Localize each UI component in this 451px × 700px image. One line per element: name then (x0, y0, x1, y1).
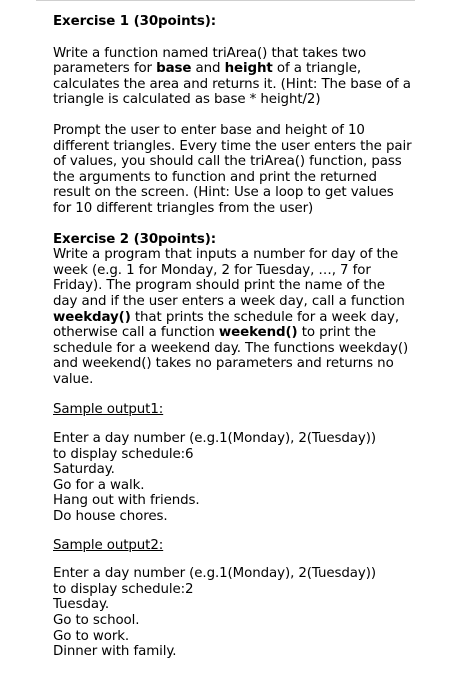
document-body (53, 14, 413, 660)
sample-output1-line: to display schedule:6 (53, 446, 194, 462)
sample-output1-block (53, 431, 413, 525)
sample-output2-line: Go to work. (53, 628, 130, 644)
sample-output2-line: Go to school. (53, 613, 140, 628)
sample-output1-line: Hang out with friends. (53, 493, 200, 509)
exercise2-heading: Exercise 2 (30points): (53, 231, 216, 247)
sample-output1-line: Do house chores. (53, 509, 168, 525)
spacer (53, 30, 413, 46)
spacer (53, 217, 413, 232)
sample-output1-label: Sample output1: (53, 402, 164, 418)
exercise2-text-1: Write a program that inputs a number for day of the week (e.g. 1 for Monday, 2 for Tuesday, …, 7 for Friday). The program should print the name of the day and if the user enters a week day, call a function (53, 247, 405, 309)
exercise1-text-3: of a triangle, calculates the area and returns it. (Hint: The base of a triangle is calculated as base * height/2) (53, 61, 411, 108)
spacer (53, 108, 413, 123)
sample-output2-line: to display schedule:2 (53, 581, 194, 597)
exercise1-text-1: Write a function named triArea() that takes two parameters for (53, 45, 367, 77)
exercise2-bold-weekday: weekday() (53, 309, 131, 325)
spacer (53, 525, 413, 538)
exercise1-text-2: and (191, 61, 225, 77)
sample-output1-line: Saturday. (53, 462, 115, 478)
exercise2-bold-weekend: weekend() (218, 325, 298, 341)
sample-output2-block (53, 566, 413, 660)
spacer (53, 387, 413, 402)
sample-output2-line: Tuesday. (53, 597, 110, 613)
spacer (53, 418, 413, 431)
page-top-border (36, 0, 415, 1)
sample-output2-line: Enter a day number (e.g.1(Monday), 2(Tuesday)) (53, 566, 376, 582)
exercise2-paragraph (53, 247, 413, 387)
exercise1-bold-height: height (224, 61, 273, 77)
spacer (53, 553, 413, 566)
exercise1-heading: Exercise 1 (30points): (53, 14, 216, 29)
sample-output1-line: Go for a walk. (53, 477, 145, 493)
sample-output2-line: Dinner with family. (53, 644, 177, 660)
exercise1-paragraph2: Prompt the user to enter base and height of 10 different triangles. Every time the user enters the pair of values, you should call the triArea() function, pass the arguments to function and print the returned result on the screen. (Hint: Use a loop to get values for 10 different triangles from the user) (53, 122, 412, 216)
exercise2-text-2: that prints the schedule for a week day, otherwise call a function (53, 309, 399, 341)
sample-output1-line: Enter a day number (e.g.1(Monday), 2(Tuesday)) (53, 431, 376, 447)
exercise2-text-3: to print the schedule for a weekend day. The functions weekday() and weekend() takes no parameters and returns no value. (53, 325, 409, 387)
exercise1-bold-base: base (156, 61, 192, 77)
exercise1-paragraph1 (53, 46, 413, 108)
sample-output2-label: Sample output2: (53, 537, 164, 553)
